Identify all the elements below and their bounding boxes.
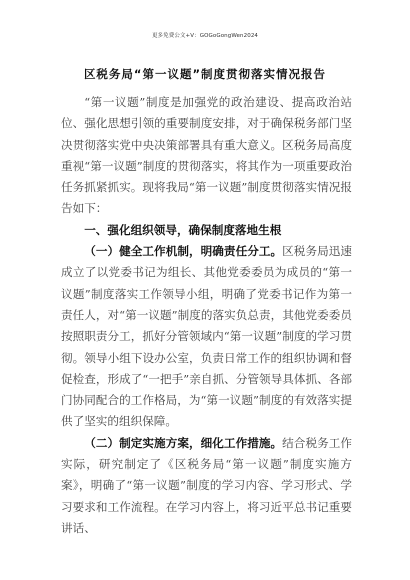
intro-paragraph: “第一议题”制度是加强党的政治建设、提高政治站位、强化思想引领的重要制度安排，对于确保税务部门坚决贯彻落实党中央决策部署具有重大意义。区税务局高度重视“第一议题”制度的贯彻落实，将其作为一项重要政治任务抓紧抓实。现将我局“第一议题”制度贯彻落实情况报告如下： <box>61 95 352 216</box>
document-title: 区税务局“第一议题”制度贯彻落实情况报告 <box>83 67 327 81</box>
subsection-heading-2: （二）制定实施方案，细化工作措施。 <box>84 435 283 450</box>
subsection-text-2: 结合税务工作实际，研究制定了《区税务局“第一议题”制度实施方案》，明确了“第一议题”制度的学习内容、学习形式、学习要求和工作流程。在学习内容上，将习近平总书记重要讲话、 <box>61 435 352 535</box>
subsection-paragraph-1 <box>61 241 352 433</box>
header-note: 更多免费公文+V：GOGoGongWen2024 <box>151 33 259 39</box>
subsection-text-1: 区税务局迅速成立了以党委书记为组长、其他党委委员为成员的“第一议题”制度落实工作领导小组，明确了党委书记作为第一责任人，对“第一议题”制度的落实负总责，其他党委委员按照职责分工，抓好分管领域内“第一议题”制度的学习贯彻。领导小组下设办公室，负责日常工作的组织协调和督促检查，形成了“一把手”亲自抓、分管领导具体抓、各部门协同配合的工作格局，为“第一议题”制度的有效落实提供了坚实的组织保障。 <box>61 244 352 429</box>
section-heading: 一、强化组织领导，确保制度落地生根 <box>84 222 282 237</box>
document-body <box>61 92 352 539</box>
subsection-heading-1: （一）健全工作机制，明确责任分工。 <box>84 244 283 259</box>
subsection-paragraph-2 <box>61 433 352 539</box>
